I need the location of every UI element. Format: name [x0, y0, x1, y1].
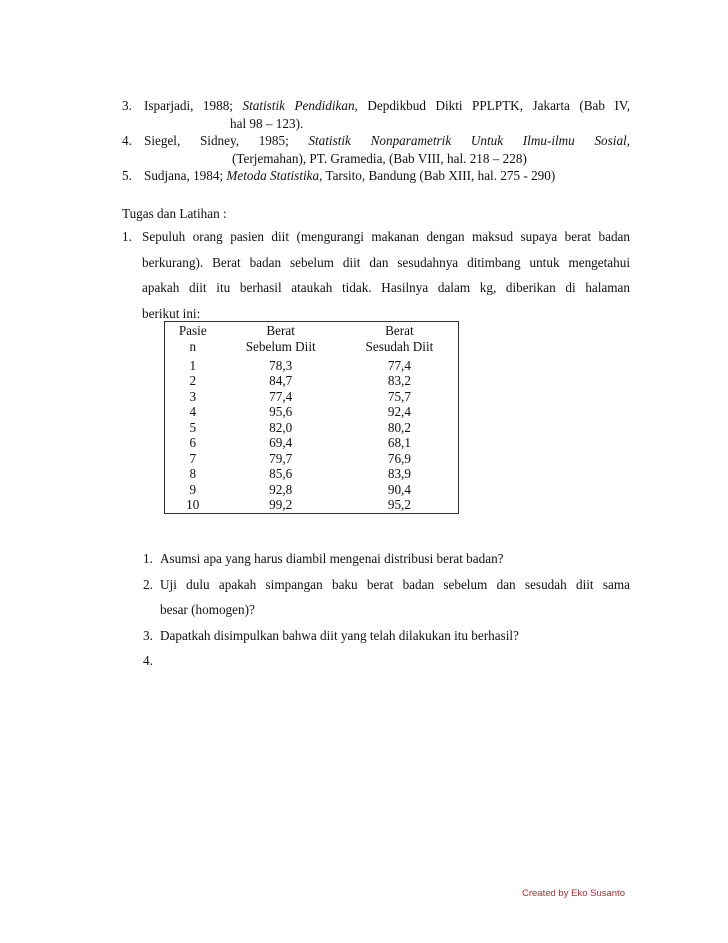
table-row: 3 77,4 75,7 [189, 388, 411, 404]
reference-title: Statistik Nonparametrik Untuk Ilmu-ilmu Sosial [308, 133, 627, 148]
reference-number: 5. [122, 168, 132, 183]
task-line: apakah diit itu berhasil ataukah tidak. Hasilnya dalam kg, diberikan di halaman [142, 280, 630, 295]
task-line: berkurang). Berat badan sebelum diit dan sesudahnya ditimbang untuk mengetahui [142, 254, 630, 270]
section-heading: Tugas dan Latihan : [122, 206, 227, 221]
question-text: Uji dulu apakah simpangan baku berat badan sebelum dan sesudah diit sama [160, 576, 630, 592]
table-row: 8 85,6 83,9 [189, 466, 411, 481]
header-after: Berat Sesudah Diit [365, 323, 434, 354]
table-header-row [165, 322, 459, 358]
reference-number: 3. [122, 98, 132, 113]
header-patient: Pasie n [178, 323, 207, 354]
table-row: 4 95,6 92,4 [189, 404, 411, 419]
question-list [143, 546, 630, 674]
table-row: 2 84,7 83,2 [189, 373, 411, 388]
reference-number: 4. [122, 133, 132, 148]
question-number: 4. [143, 653, 153, 668]
question-item [143, 648, 630, 674]
question-item [143, 623, 630, 649]
header-before: Berat Sebelum Diit [245, 323, 316, 354]
reference-line: Siegel, Sidney, 1985; Statistik Nonparametrik Untuk Ilmu-ilmu Sosial, [144, 133, 630, 148]
table-row: 1 78,3 77,4 [189, 357, 411, 373]
task-line: Sepuluh orang pasien diit (mengurangi makanan dengan maksud supaya berat badan [142, 229, 630, 244]
task-number: 1. [122, 229, 132, 244]
reference-continuation: (Terjemahan), PT. Gramedia, (Bab VIII, hal. 218 – 228) [232, 150, 527, 166]
table-row: 7 79,7 76,9 [189, 450, 411, 466]
question-text: besar (homogen)? [160, 602, 255, 617]
table-row: 6 69,4 68,1 [189, 435, 411, 450]
author-credit: Created by Eko Susanto [522, 888, 625, 899]
reference-item [122, 132, 630, 167]
reference-title: Metoda Statistika [226, 168, 320, 183]
question-item [143, 546, 630, 572]
reference-item [122, 97, 630, 132]
question-number: 1. [143, 551, 153, 566]
reference-list [122, 97, 630, 185]
question-text: Asumsi apa yang harus diambil mengenai distribusi berat badan? [160, 551, 504, 566]
table-row: 10 99,2 95,2 [186, 497, 411, 512]
reference-line: Isparjadi, 1988; Statistik Pendidikan, Depdikbud Dikti PPLPTK, Jakarta (Bab IV, [144, 98, 630, 113]
reference-title: Statistik Pendidikan [242, 98, 355, 113]
question-number: 2. [143, 576, 153, 592]
question-text: Dapatkah disimpulkan bahwa diit yang telah dilakukan itu berhasil? [160, 627, 519, 643]
reference-continuation: hal 98 – 123). [230, 115, 304, 131]
reference-item [122, 167, 630, 185]
question-number: 3. [143, 627, 153, 643]
task-line: berikut ini: [142, 305, 201, 321]
task-text [122, 224, 630, 326]
table-row: 5 82,0 80,2 [189, 419, 411, 435]
weight-table [164, 321, 459, 514]
question-text [160, 648, 630, 674]
table-row: 9 92,8 90,4 [189, 481, 411, 497]
question-item [143, 572, 630, 623]
reference-line: Sudjana, 1984; Metoda Statistika, Tarsito, Bandung (Bab XIII, hal. 275 - 290) [144, 168, 556, 183]
task-item [122, 224, 630, 326]
